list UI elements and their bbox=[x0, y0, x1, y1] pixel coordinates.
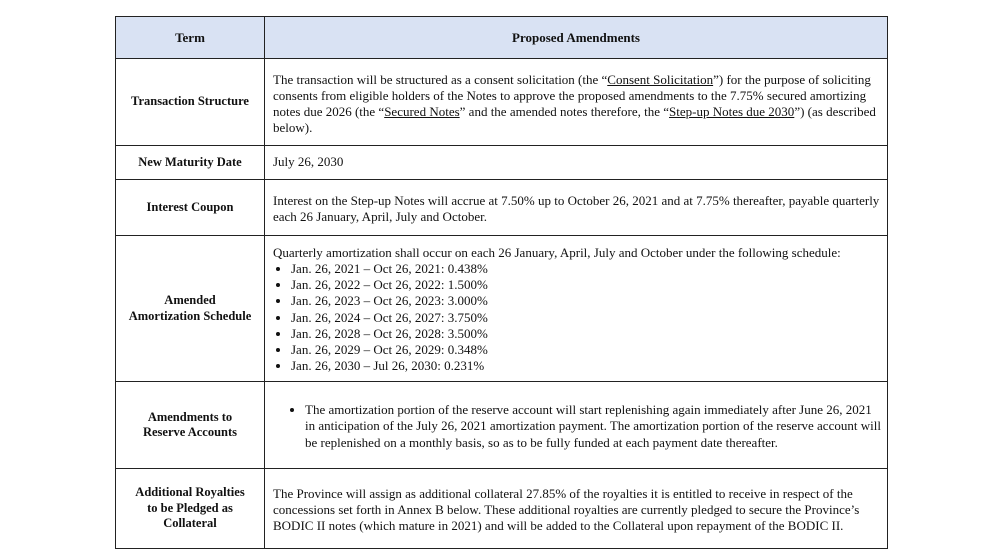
term-interest-coupon: Interest Coupon bbox=[116, 180, 265, 236]
list-item: • Jan. 26, 2023 – Oct 26, 2023: 3.000% bbox=[291, 293, 881, 309]
term-line: to be Pledged as bbox=[147, 500, 233, 515]
list-item: • Jan. 26, 2022 – Oct 26, 2022: 1.500% bbox=[291, 277, 881, 293]
proposed-amendments-table bbox=[115, 16, 888, 549]
term-transaction-structure: Transaction Structure bbox=[116, 59, 265, 146]
list-item: • Jan. 26, 2029 – Oct 26, 2029: 0.348% bbox=[291, 342, 881, 358]
row-interest-coupon bbox=[116, 180, 888, 236]
schedule-list bbox=[273, 261, 881, 374]
row-new-maturity-date bbox=[116, 146, 888, 180]
term-line: Collateral bbox=[163, 516, 217, 531]
text-segment: ”) (as described below). bbox=[273, 104, 876, 136]
list-item: • Jan. 26, 2024 – Oct 26, 2027: 3.750% bbox=[291, 310, 881, 326]
desc-additional-royalties: The Province will assign as additional collateral 27.85% of the royalties it is entitled to receive in respect of the concessions set forth in Annex B below. These additional royalties are currently pledged to secure the Province’s BODIC II notes (which mature in 2021) and will be added to the Collateral upon repayment of the BODIC II. bbox=[265, 469, 888, 549]
defined-term-step-up-notes: Step-up Notes due 2030 bbox=[669, 104, 795, 119]
list-item: • Jan. 26, 2021 – Oct 26, 2021: 0.438% bbox=[291, 261, 881, 277]
desc-amendments-to-reserve-accounts bbox=[265, 382, 888, 469]
schedule-intro: Quarterly amortization shall occur on each 26 January, April, July and October under the following schedule: bbox=[273, 244, 841, 260]
term-line: Additional Royalties bbox=[135, 485, 245, 500]
text-segment: ” and the amended notes therefore, the “ bbox=[459, 104, 670, 119]
term-amended-amortization-schedule bbox=[116, 236, 265, 382]
text-segment: The transaction will be structured as a consent solicitation (the “ bbox=[273, 71, 608, 87]
desc-amended-amortization-schedule bbox=[265, 236, 888, 382]
term-line: Reserve Accounts bbox=[142, 425, 238, 439]
list-item: • Jan. 26, 2028 – Oct 26, 2028: 3.500% bbox=[291, 326, 881, 342]
list-item: • Jan. 26, 2030 – Jul 26, 2030: 0.231% bbox=[291, 358, 881, 374]
desc-new-maturity-date: July 26, 2030 bbox=[265, 146, 888, 180]
header-proposed-amendments: Proposed Amendments bbox=[265, 17, 888, 59]
defined-term-consent-solicitation: Consent Solicitation bbox=[607, 71, 714, 87]
desc-transaction-structure bbox=[265, 59, 888, 146]
row-amendments-to-reserve-accounts bbox=[116, 382, 888, 469]
row-amended-amortization-schedule bbox=[116, 236, 888, 382]
term-new-maturity-date: New Maturity Date bbox=[116, 146, 265, 180]
term-amendments-to-reserve-accounts bbox=[116, 382, 265, 469]
row-additional-royalties bbox=[116, 469, 888, 549]
desc-interest-coupon: Interest on the Step-up Notes will accrue at 7.50% up to October 26, 2021 and at 7.75% thereafter, payable quarterly each 26 January, April, July and October. bbox=[265, 180, 888, 236]
term-line: Amendments to bbox=[147, 409, 233, 424]
row-transaction-structure bbox=[116, 59, 888, 146]
term-additional-royalties bbox=[116, 469, 265, 549]
reserve-list bbox=[273, 402, 881, 451]
header-term: Term bbox=[116, 17, 265, 59]
term-line: Amended bbox=[164, 293, 216, 307]
list-item: • The amortization portion of the reserve account will start replenishing again immediately after June 26, 2021 in anticipation of the July 26, 2021 amortization payment. The amortization portion of the reserve account will be replenished on a monthly basis, so as to be fully funded at each payment date thereafter. bbox=[305, 402, 881, 451]
defined-term-secured-notes: Secured Notes bbox=[384, 104, 460, 119]
text-segment: ”) for the purpose of soliciting consents from eligible holders of the Notes to approve the proposed amendments to the 7.75% secured amortizing notes due 2026 (the “ bbox=[273, 71, 871, 119]
term-line: Amortization Schedule bbox=[128, 308, 252, 323]
table-header-row bbox=[116, 17, 888, 59]
